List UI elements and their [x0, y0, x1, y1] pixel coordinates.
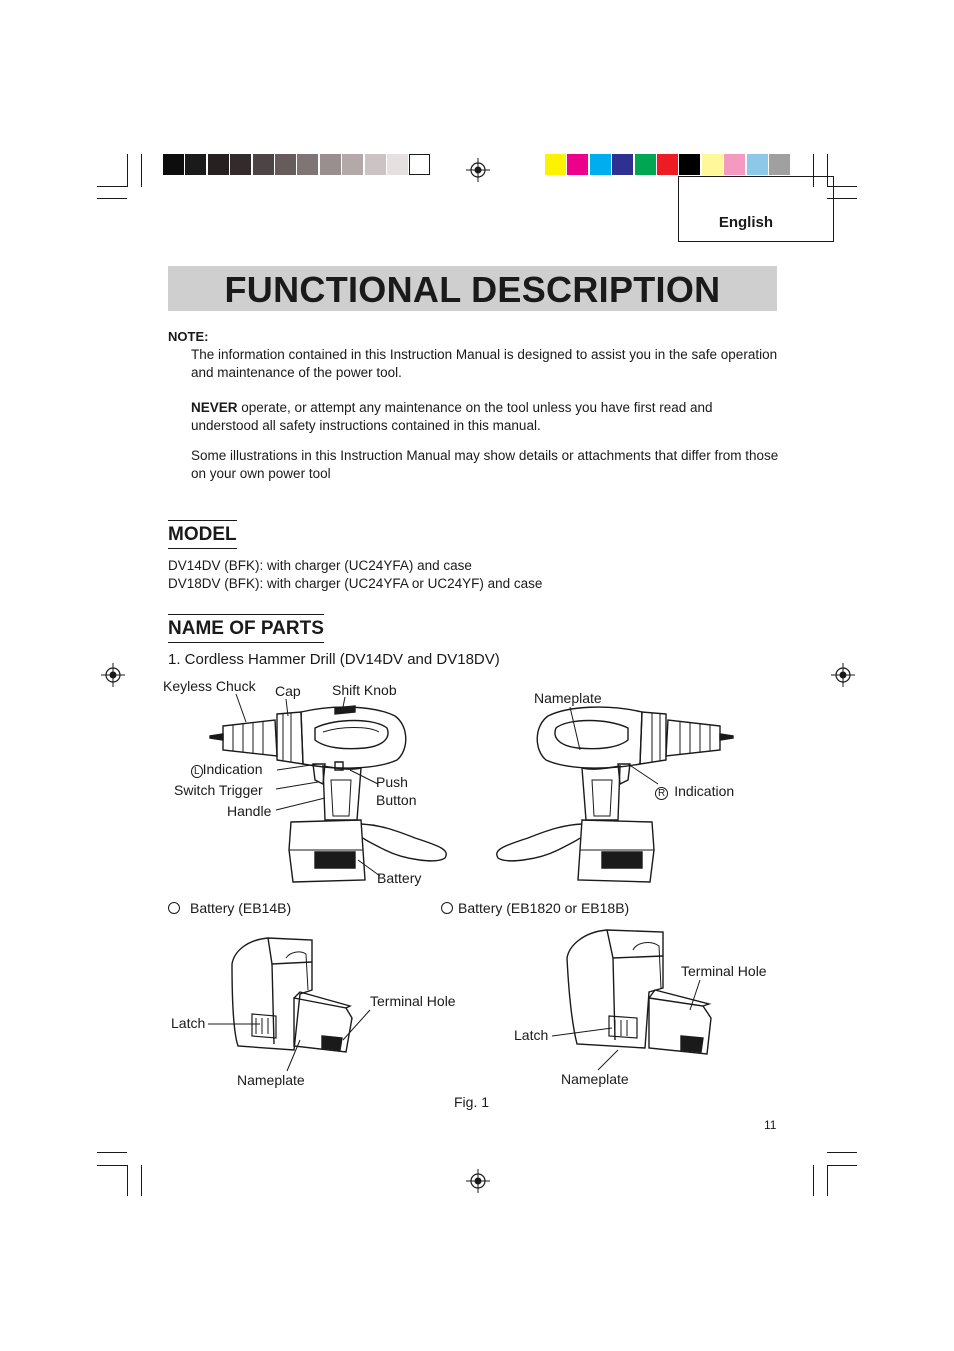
language-label: English — [718, 214, 773, 231]
figure-caption: Fig. 1 — [454, 1094, 490, 1110]
label-push: Push — [376, 774, 408, 790]
label-nameplate-right: Nameplate — [561, 1071, 629, 1087]
note-paragraph-2-text: operate, or attempt any maintenance on the tool unless you have first read and understood all safety instructions contained in this manual. — [191, 400, 713, 433]
label-cap: Cap — [275, 683, 301, 699]
label-latch-right: Latch — [514, 1027, 549, 1043]
battery-eb1820-title-text: Battery (EB1820 or EB18B) — [458, 900, 630, 916]
label-shift-knob: Shift Knob — [332, 682, 397, 698]
page-number: 11 — [764, 1118, 777, 1132]
label-switch-trigger: Switch Trigger — [174, 782, 263, 798]
note-heading: NOTE: — [168, 329, 209, 344]
l-symbol-icon: L — [191, 765, 203, 778]
label-terminal-hole-left: Terminal Hole — [370, 993, 456, 1009]
label-battery: Battery — [377, 870, 422, 886]
label-nameplate-drill: Nameplate — [534, 690, 602, 706]
label-handle: Handle — [227, 803, 272, 819]
note-paragraph-1: The information contained in this Instruction Manual is designed to assist you in the safe operation and maintenance of the power tool. — [191, 347, 778, 380]
label-latch-left: Latch — [171, 1015, 206, 1031]
r-indication-text: Indication — [674, 783, 735, 799]
label-terminal-hole-right: Terminal Hole — [681, 963, 767, 979]
l-indication-text: Indication — [202, 761, 263, 777]
label-keyless-chuck: Keyless Chuck — [163, 678, 256, 694]
page-title: FUNCTIONAL DESCRIPTION — [224, 269, 721, 310]
model-line-1: DV14DV (BFK): with charger (UC24YFA) and case — [168, 558, 472, 573]
note-paragraph-3: Some illustrations in this Instruction Manual may show details or attachments that differ from those on your own power tool — [191, 448, 779, 481]
name-of-parts-heading: NAME OF PARTS — [168, 614, 324, 643]
battery-eb14b-title-text: Battery (EB14B) — [190, 900, 292, 916]
parts-item-1: 1. Cordless Hammer Drill (DV14DV and DV18DV) — [168, 651, 500, 668]
label-nameplate-left: Nameplate — [237, 1072, 305, 1088]
model-heading: MODEL — [168, 520, 237, 549]
model-line-2: DV18DV (BFK): with charger (UC24YFA or UC24YF) and case — [168, 576, 543, 591]
r-symbol-icon: R — [655, 787, 668, 800]
label-button: Button — [376, 792, 417, 808]
never-emphasis: NEVER — [191, 400, 238, 415]
